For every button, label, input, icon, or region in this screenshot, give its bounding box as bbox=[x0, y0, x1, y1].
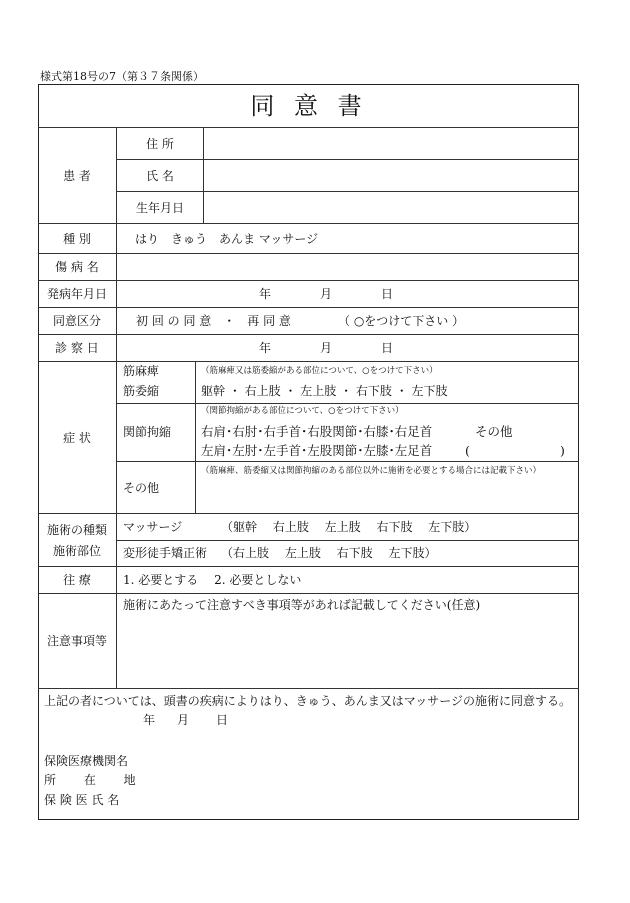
patient-label: 患 者 bbox=[63, 169, 91, 183]
rule bbox=[38, 513, 579, 514]
symptoms-label: 症 状 bbox=[63, 431, 91, 445]
exam-month: 月 bbox=[320, 341, 333, 355]
rule bbox=[38, 361, 579, 362]
symptoms-other-note: （筋麻痺、筋委縮又は関節拘縮のある部位以外に施術を必要とする場合には記載下さい） bbox=[201, 466, 542, 476]
rule bbox=[195, 361, 196, 513]
form-number: 様式第18号の7（第３７条関係） bbox=[40, 70, 204, 83]
rule bbox=[116, 461, 579, 462]
contracture-other: その他 bbox=[475, 424, 513, 439]
home-visit-options: 1. 必要とする 2. 必要としない bbox=[123, 573, 302, 587]
consent-category-note: （ ○をつけて下さい ） bbox=[338, 314, 465, 328]
contracture-label: 関節拘縮 bbox=[123, 425, 172, 439]
rule bbox=[203, 127, 204, 223]
rule bbox=[116, 403, 579, 404]
rule bbox=[38, 307, 579, 308]
onset-year: 年 bbox=[259, 287, 272, 301]
symptoms-other-label: その他 bbox=[123, 481, 160, 495]
procedure-site-label: 施術部位 bbox=[52, 544, 102, 558]
signature-year: 年 bbox=[143, 713, 156, 727]
contracture-right-parts: 右肩･右肘･右手首･右股関節･右膝･右足首 bbox=[201, 424, 433, 439]
doctor-name-label: 保 険 医 氏 名 bbox=[44, 793, 120, 807]
treatment-type-label: 種 別 bbox=[63, 232, 91, 246]
rule bbox=[38, 280, 579, 281]
notes-label: 注意事項等 bbox=[46, 634, 108, 648]
address-label: 住 所 bbox=[146, 137, 174, 151]
onset-day: 日 bbox=[381, 287, 394, 301]
notes-instruction: 施術にあたって注意すべき事項等があれば記載してください(任意) bbox=[123, 598, 481, 612]
paralysis-options: 躯幹 ・ 右上肢 ・ 左上肢 ・ 右下肢 ・ 左下肢 bbox=[201, 384, 448, 398]
rule bbox=[38, 688, 579, 689]
massage-label: マッサージ bbox=[123, 520, 183, 534]
massage-parts: （躯幹 右上肢 左上肢 右下肢 左下肢） bbox=[221, 520, 477, 534]
rule bbox=[116, 127, 117, 688]
procedure-type-label: 施術の種類 bbox=[46, 523, 108, 537]
consent-category-label: 同意区分 bbox=[52, 314, 102, 328]
consent-category-options: 初 回 の 同 意 ・ 再 同 意 bbox=[136, 314, 291, 328]
correction-label: 変形徒手矯正術 bbox=[123, 546, 208, 560]
contracture-note: （関節拘縮がある部位について、○をつけて下さい） bbox=[201, 406, 404, 416]
treatment-type-options: はり きゅう あんま マッサージ bbox=[135, 232, 319, 246]
signature-day: 日 bbox=[216, 713, 229, 727]
form-title: 同 意 書 bbox=[250, 92, 368, 120]
contracture-paren-close: ) bbox=[560, 443, 565, 458]
rule bbox=[38, 127, 579, 128]
signature-month: 月 bbox=[177, 713, 190, 727]
rule bbox=[38, 334, 579, 335]
contracture-paren-open: ( bbox=[465, 443, 470, 458]
rule bbox=[116, 191, 579, 192]
exam-date-label: 診 察 日 bbox=[55, 341, 99, 355]
institution-address-label: 所 在 地 bbox=[44, 773, 136, 787]
exam-year: 年 bbox=[259, 341, 272, 355]
rule bbox=[116, 540, 579, 541]
rule bbox=[38, 223, 579, 224]
consent-statement: 上記の者については、頭書の疾病によりはり、きゅう、あんま又はマッサージの施術に同意する。 bbox=[44, 694, 572, 708]
rule bbox=[38, 566, 579, 567]
rule bbox=[38, 253, 579, 254]
name-label: 氏 名 bbox=[146, 169, 174, 183]
exam-day: 日 bbox=[381, 341, 394, 355]
disease-name-label: 傷 病 名 bbox=[55, 260, 99, 274]
onset-date-label: 発病年月日 bbox=[46, 287, 108, 301]
dob-label: 生年月日 bbox=[135, 201, 185, 215]
institution-label: 保険医療機関名 bbox=[44, 754, 129, 768]
atrophy-label: 筋委縮 bbox=[123, 384, 160, 398]
paralysis-label: 筋麻痺 bbox=[123, 364, 160, 378]
correction-parts: （右上肢 左上肢 右下肢 左下肢） bbox=[221, 546, 437, 560]
home-visit-label: 往 療 bbox=[63, 573, 91, 587]
onset-month: 月 bbox=[320, 287, 333, 301]
rule bbox=[116, 159, 579, 160]
contracture-left-parts: 左肩･左肘･左手首･左股関節･左膝･左足首 bbox=[201, 443, 433, 458]
rule bbox=[38, 593, 579, 594]
paralysis-note: （筋麻痺又は筋委縮がある部位について、○をつけて下さい） bbox=[201, 366, 438, 376]
